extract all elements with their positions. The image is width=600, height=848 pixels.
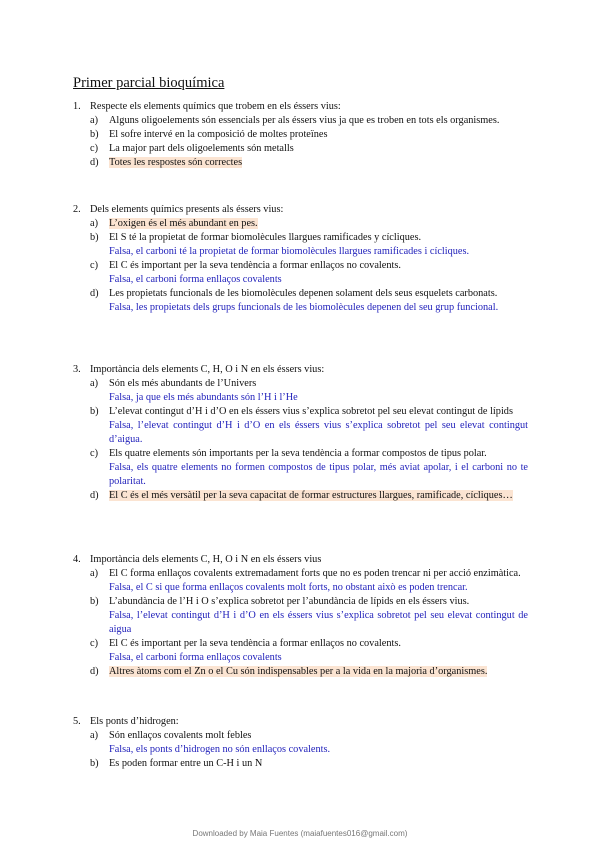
option-text: El C és important per la seva tendència a formar enllaços no covalents. xyxy=(109,638,401,649)
question-text: Importància dels elements C, H, O i N en els éssers vius xyxy=(90,554,322,565)
option-d-correct[interactable]: d) El C és el més versàtil per la seva capacitat de formar estructures llargues, ramificade, cícliques… xyxy=(90,490,513,501)
option-text: L’abundància de l’H i O s’explica sobretot per l’abundància de lípids en els éssers vius. xyxy=(109,596,470,607)
option-d[interactable]: d) Les propietats funcionals de les biomolècules depenen solament dels seus esquelets carbonats. Falsa, les propietats dels grups funcionals de les biomolècules depenen del seu grup funcional. xyxy=(90,287,528,315)
question-number: 5. xyxy=(73,716,81,727)
option-feedback: Falsa, l’elevat contingut d’H i d’O en els éssers vius s’explica sobretot pel seu elevat contingut de aigua xyxy=(109,610,528,635)
option-text-highlighted: L’oxigen és el més abundant en pes. xyxy=(109,218,258,229)
option-text: Són enllaços covalents molt febles xyxy=(109,730,252,741)
option-text-highlighted: Totes les respostes són correctes xyxy=(109,157,243,168)
question-2 xyxy=(73,203,528,315)
option-feedback: Falsa, el C si que forma enllaços covalents molt forts, no obstant això es poden trencar. xyxy=(109,582,468,593)
option-a[interactable]: a) Són enllaços covalents molt febles Falsa, els ponts d’hidrogen no són enllaços covalents. xyxy=(90,729,528,757)
option-feedback: Falsa, els ponts d’hidrogen no són enllaços covalents. xyxy=(109,744,331,755)
option-a-correct[interactable]: a) L’oxigen és el més abundant en pes. xyxy=(90,218,258,229)
option-text-highlighted: El C és el més versàtil per la seva capacitat de formar estructures llargues, ramificade, cícliques… xyxy=(109,490,513,501)
option-text: Alguns oligoelements són essencials per als éssers vius ja que es troben en tots els organismes. xyxy=(109,115,500,126)
option-c[interactable]: c) El C és important per la seva tendència a formar enllaços no covalents. Falsa, el carboni forma enllaços covalents xyxy=(90,259,528,287)
option-b[interactable]: b) L’abundància de l’H i O s’explica sobretot per l’abundància de lípids en els éssers vius. Falsa, l’elevat contingut d’H i d’O en els éssers vius s’explica sobretot pel seu elevat contingut de aigua xyxy=(90,596,528,635)
option-feedback: Falsa, el carboni forma enllaços covalents xyxy=(109,652,282,663)
option-text: El C és important per la seva tendència a formar enllaços no covalents. xyxy=(109,260,401,271)
option-text: La major part dels oligoelements són metalls xyxy=(109,143,294,154)
option-text: El S té la propietat de formar biomolècules llargues ramificades y cícliques. xyxy=(109,232,422,243)
option-text-highlighted: Altres àtoms com el Zn o el Cu són indispensables per a la vida en la majoria d’organismes. xyxy=(109,666,488,677)
option-d-correct[interactable]: d) Altres àtoms com el Zn o el Cu són indispensables per a la vida en la majoria d’organismes. xyxy=(90,666,488,677)
document-title: Primer parcial bioquímica xyxy=(73,75,225,91)
question-text: Els ponts d’hidrogen: xyxy=(90,716,179,727)
option-feedback: Falsa, el carboni forma enllaços covalents xyxy=(109,274,282,285)
option-b[interactable]: b) El sofre intervé en la composició de moltes proteïnes xyxy=(90,129,328,140)
option-a[interactable]: a) El C forma enllaços covalents extremadament forts que no es poden trencar ni per acció enzimàtica. Falsa, el C si que forma enllaços covalents molt forts, no obstant això es poden trencar. xyxy=(90,567,528,595)
download-footer: Downloaded by Maia Fuentes (maiafuentes016@gmail.com) xyxy=(192,829,408,838)
option-feedback: Falsa, el carboni té la propietat de formar biomolècules llargues ramificades i cícliques. xyxy=(109,246,470,257)
option-text: L’elevat contingut d’H i d’O en els éssers vius s’explica sobretot pel seu elevat contingut de lípids xyxy=(109,406,513,417)
option-feedback: Falsa, els quatre elements no formen compostos de tipus polar, més aviat apolar, i el carboni no te polaritat. xyxy=(109,462,528,487)
option-text: El C forma enllaços covalents extremadament forts que no es poden trencar ni per acció enzimàtica. xyxy=(109,568,521,579)
option-d-correct[interactable]: d) Totes les respostes són correctes xyxy=(90,157,243,168)
option-text: Es poden formar entre un C-H i un N xyxy=(109,758,263,769)
question-3 xyxy=(73,363,528,503)
option-b[interactable]: b) Es poden formar entre un C-H i un N xyxy=(90,758,263,769)
option-c[interactable]: c) La major part dels oligoelements són metalls xyxy=(90,143,294,154)
question-text: Importància dels elements C, H, O i N en els éssers vius: xyxy=(90,364,325,375)
question-4 xyxy=(73,553,528,679)
option-feedback: Falsa, les propietats dels grups funcionals de les biomolècules depenen del seu grup funcional. xyxy=(109,302,499,313)
option-text: Les propietats funcionals de les biomolècules depenen solament dels seus esquelets carbonats. xyxy=(109,288,498,299)
question-number: 2. xyxy=(73,204,81,215)
question-number: 3. xyxy=(73,364,81,375)
question-text: Respecte els elements químics que trobem en els éssers vius: xyxy=(90,101,341,112)
question-text: Dels elements químics presents als éssers vius: xyxy=(90,204,284,215)
question-number: 4. xyxy=(73,554,81,565)
option-text: El sofre intervé en la composició de moltes proteïnes xyxy=(109,129,328,140)
option-text: Són els més abundants de l’Univers xyxy=(109,378,257,389)
option-c[interactable]: c) El C és important per la seva tendència a formar enllaços no covalents. Falsa, el carboni forma enllaços covalents xyxy=(90,637,528,665)
question-number: 1. xyxy=(73,101,81,112)
option-a[interactable]: a) Són els més abundants de l’Univers Falsa, ja que els més abundants són l’H i l’He xyxy=(90,377,528,405)
question-1 xyxy=(73,100,528,170)
option-feedback: Falsa, l’elevat contingut d’H i d’O en els éssers vius s’explica sobretot pel seu elevat contingut d’aigua. xyxy=(109,420,528,445)
option-a[interactable]: a) Alguns oligoelements són essencials per als éssers vius ja que es troben en tots els organismes. xyxy=(90,115,500,126)
option-text: Els quatre elements són importants per la seva tendència a formar compostos de tipus polar. xyxy=(109,448,487,459)
option-b[interactable]: b) L’elevat contingut d’H i d’O en els éssers vius s’explica sobretot pel seu elevat contingut de lípids Falsa, l’elevat contingut d’H i d’O en els éssers vius s’explica sobretot pel seu elevat contingut d’aigua. xyxy=(90,406,528,445)
question-5 xyxy=(73,715,528,771)
option-b[interactable]: b) El S té la propietat de formar biomolècules llargues ramificades y cícliques. Falsa, el carboni té la propietat de formar biomolècules llargues ramificades i cícliques. xyxy=(90,231,528,259)
option-feedback: Falsa, ja que els més abundants són l’H i l’He xyxy=(109,392,298,403)
option-c[interactable]: c) Els quatre elements són importants per la seva tendència a formar compostos de tipus polar. Falsa, els quatre elements no formen compostos de tipus polar, més aviat apolar, i el carboni no te polaritat. xyxy=(90,448,528,487)
